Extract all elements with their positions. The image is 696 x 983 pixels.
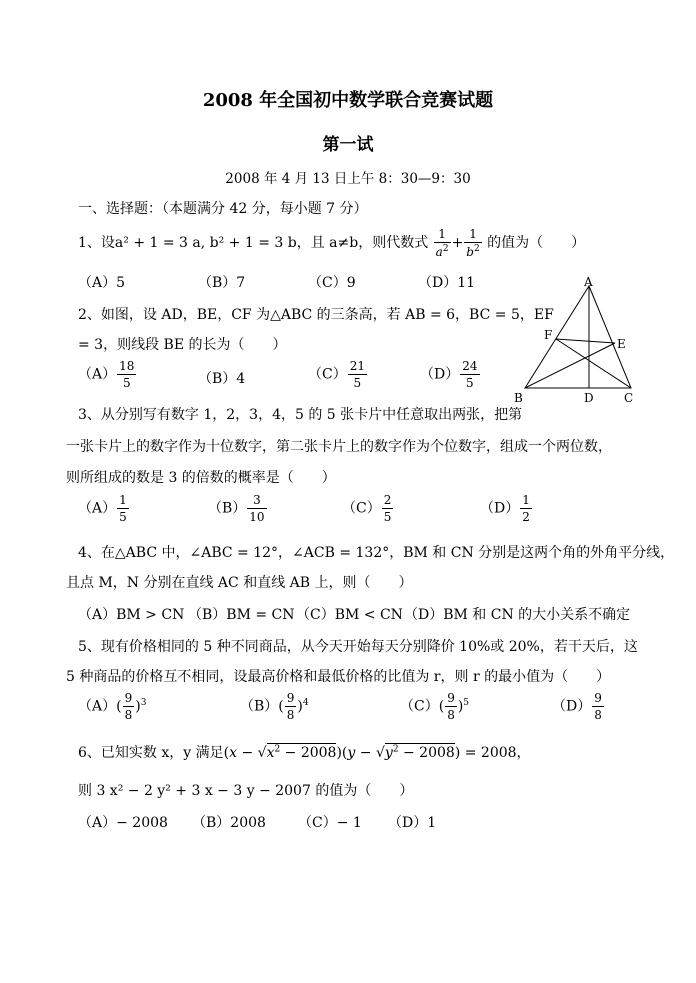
- q1-suffix: 的值为（ ）: [487, 235, 586, 251]
- q6-option-d: （D）1: [388, 815, 437, 831]
- label-e: E: [617, 337, 626, 351]
- triangle-figure: [512, 276, 646, 408]
- exam-date: 2008 年 4 月 13 日上午 8：30—9：30: [225, 171, 471, 187]
- q4-line-1: 4、在△ABC 中，∠ABC = 12°，∠ACB = 132°，BM 和 CN 分别是这两个角的外角平分线，: [78, 545, 675, 561]
- q4-option-b: （B）BM = CN: [188, 607, 295, 623]
- q2-line-1: 2、如图，设 AD，BE，CF 为△ABC 的三条高，若 AB = 6，BC = 5，EF: [78, 307, 554, 323]
- label-a: A: [584, 276, 593, 289]
- segment-ef: [556, 339, 615, 343]
- q4-option-a: （A）BM > CN: [78, 607, 185, 623]
- q6-option-c: （C）− 1: [298, 815, 362, 831]
- q1-option-d: （D）11: [418, 275, 476, 291]
- q1-fraction-a: $\frac{1}{a^2}$: [435, 227, 449, 259]
- q6-line-2: 则 3 x² − 2 y² + 3 x − 3 y − 2007 的值为（ ）: [78, 783, 414, 799]
- q6-option-b: （B）2008: [192, 815, 266, 831]
- section-heading: 一、选择题：（本题满分 42 分，每小题 7 分）: [78, 201, 368, 217]
- q5-option-b: （B）( $\frac{9}{8}$ )$^4$: [240, 691, 309, 722]
- q6-option-a: （A）− 2008: [78, 815, 168, 831]
- q5-option-c: （C）( $\frac{9}{8}$ )$^5$: [400, 691, 470, 722]
- q2-option-a: （A） $\frac{18}{5}$: [78, 359, 135, 390]
- q2-option-c: （C） $\frac{21}{5}$: [308, 359, 365, 390]
- label-c: C: [624, 391, 634, 405]
- q2-option-d: （D） $\frac{24}{5}$: [420, 359, 478, 390]
- q6-line-1: 6、已知实数 x，y 满足$(x - √x^2 - 2008)(y - √y^2 - 2008) = 2008$，: [78, 744, 531, 761]
- q2-option-b: （B）4: [198, 371, 246, 387]
- q3-line-2: 一张卡片上的数字作为十位数字，第二张卡片上的数字作为个位数字，组成一个两位数，: [66, 439, 612, 455]
- page-subtitle: 第一试: [322, 135, 374, 155]
- q1-option-c: （C）9: [308, 275, 356, 291]
- question-1: 1、设a² + 1 = 3 a, b² + 1 = 3 b，且 a≠b，则代数式 $\frac{1}{a^2}$ + $\frac{1}{b^2}$ 的值为（ ）: [78, 227, 586, 259]
- q3-option-a: （A） $\frac{1}{5}$: [78, 493, 127, 524]
- q4-line-2: 且点 M，N 分别在直线 AC 和直线 AB 上，则（ ）: [66, 575, 413, 591]
- q1-option-a: （A）5: [78, 275, 126, 291]
- q3-line-3: 则所组成的数是 3 的倍数的概率是（ ）: [66, 470, 336, 486]
- q5-line-2: 5 种商品的价格互不相同，设最高价格和最低价格的比值为 r，则 r 的最小值为（ ）: [66, 669, 611, 685]
- page-title: 2008 年全国初中数学联合竞赛试题: [202, 90, 494, 111]
- label-b: B: [514, 391, 523, 405]
- q3-option-b: （B） $\frac{3}{10}$: [208, 493, 265, 524]
- altitude-be: [525, 343, 615, 388]
- q1-fraction-b: $\frac{1}{b^2}$: [466, 227, 480, 259]
- q3-option-c: （C） $\frac{2}{5}$: [342, 493, 392, 524]
- q3-line-1: 3、从分别写有数字 1，2，3，4，5 的 5 张卡片中任意取出两张，把第: [78, 407, 523, 423]
- q3-option-d: （D） $\frac{1}{2}$: [480, 493, 530, 524]
- q1-condition: a² + 1 = 3 a, b² + 1 = 3 b，且 a≠b，则代数式: [114, 235, 429, 251]
- triangle-abc: [525, 286, 631, 388]
- label-d: D: [584, 391, 594, 405]
- q5-option-d: （D） $\frac{9}{8}$: [552, 691, 602, 722]
- q1-prefix: 1、设: [78, 235, 115, 251]
- q4-option-c: （C）BM < CN: [296, 607, 403, 623]
- q4-option-d: （D）BM 和 CN 的大小关系不确定: [404, 607, 631, 623]
- q5-line-1: 5、现有价格相同的 5 种不同商品，从今天开始每天分别降价 10%或 20%，若干天后，这: [78, 639, 638, 655]
- q2-line-2: = 3，则线段 BE 的长为（ ）: [78, 337, 287, 353]
- q5-option-a: （A）( $\frac{9}{8}$ )$^3$: [78, 691, 147, 722]
- q1-option-b: （B）7: [198, 275, 246, 291]
- label-f: F: [544, 328, 553, 342]
